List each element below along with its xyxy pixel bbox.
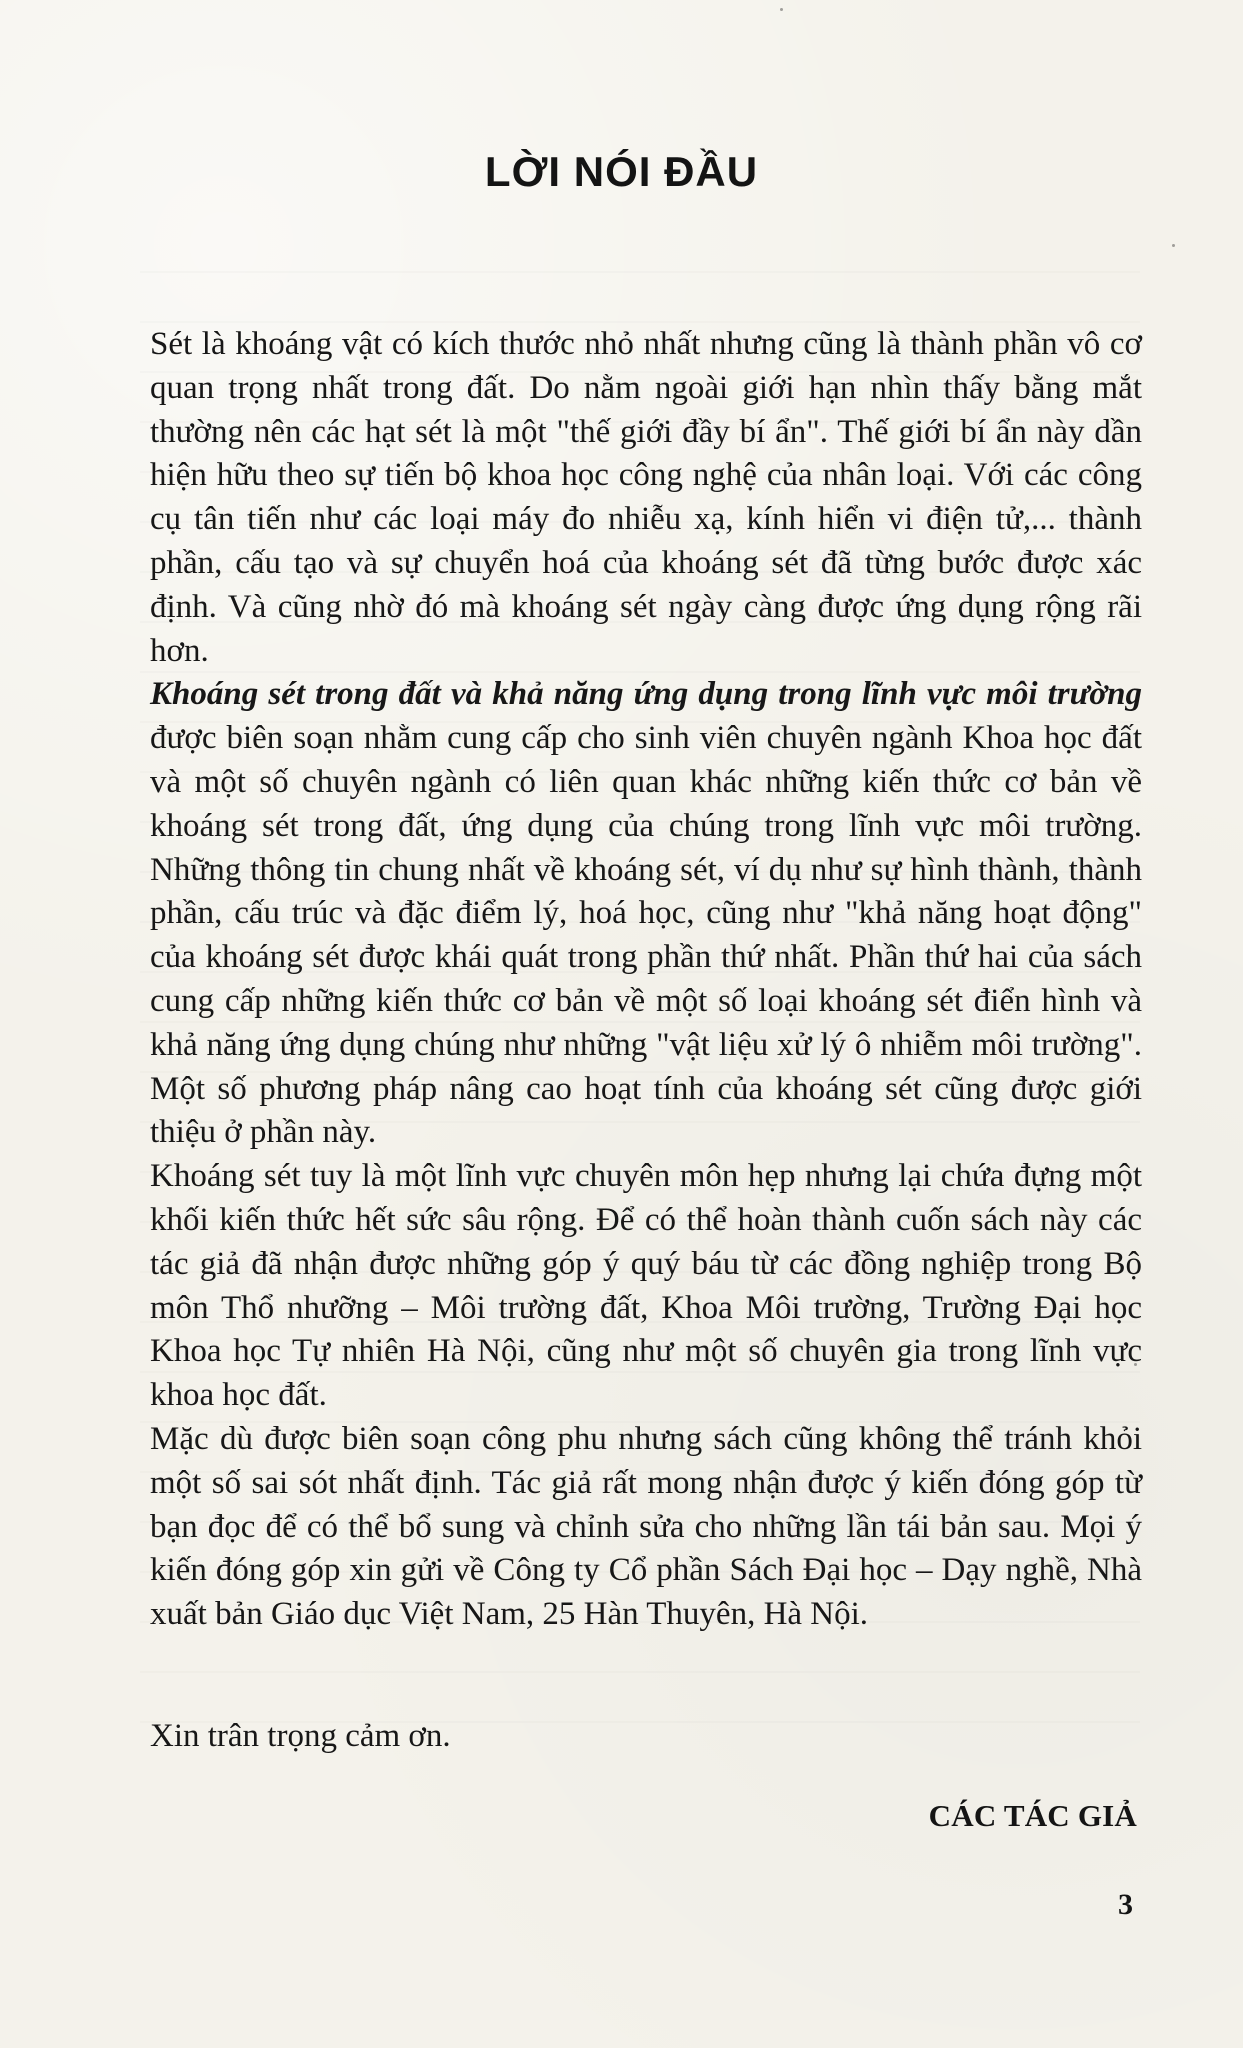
paragraph-4: [150, 1418, 1142, 1637]
paper-speck: [780, 8, 783, 11]
paragraph-4-text: Mặc dù được biên soạn công phu nhưng sách cũng không thể tránh khỏi một số sai sót nhất định. Tác giả rất mong nhận được ý kiến đóng góp từ bạn đọc để có thể bổ sung và chỉnh sửa cho những lần tái bản sau. Mọi ý kiến đóng góp xin gửi về Công ty Cổ phần Sách Đại học – Dạy nghề, Nhà xuất bản Giáo dục Việt Nam, 25 Hàn Thuyên, Hà Nội.: [150, 1420, 1142, 1633]
paper-speck: [1172, 244, 1175, 247]
page-number: 3: [1118, 1888, 1133, 1921]
authors-signature: CÁC TÁC GIẢ: [928, 1798, 1137, 1833]
paragraph-2-text: được biên soạn nhằm cung cấp cho sinh viên chuyên ngành Khoa học đất và một số chuyên ngành có liên quan khác những kiến thức cơ bản về khoáng sét trong đất, ứng dụng của chúng trong lĩnh vực môi trường. Những thông tin chung nhất về khoáng sét, ví dụ như sự hình thành, thành phần, cấu trúc và đặc điểm lý, hoá học, cũng như "khả năng hoạt động" của khoáng sét được khái quát trong phần thứ nhất. Phần thứ hai của sách cung cấp những kiến thức cơ bản về một số loại khoáng sét điển hình và khả năng ứng dụng chúng như những "vật liệu xử lý ô nhiễm môi trường". Một số phương pháp nâng cao hoạt tính của khoáng sét cũng được giới thiệu ở phần này.: [150, 720, 1142, 1151]
paragraph-1: [150, 323, 1142, 673]
paragraph-1-text: Sét là khoáng vật có kích thước nhỏ nhất nhưng cũng là thành phần vô cơ quan trọng nhất trong đất. Do nằm ngoài giới hạn nhìn thấy bằng mắt thường nên các hạt sét là một "thế giới đầy bí ẩn". Thế giới bí ẩn này dần hiện hữu theo sự tiến bộ khoa học công nghệ của nhân loại. Với các công cụ tân tiến như các loại máy đo nhiễu xạ, kính hiển vi điện tử,... thành phần, cấu tạo và sự chuyển hoá của khoáng sét đã từng bước được xác định. Và cũng nhờ đó mà khoáng sét ngày càng được ứng dụng rộng rãi hơn.: [150, 326, 1142, 669]
book-title-emphasis: Khoáng sét trong đất và khả năng ứng dụng trong lĩnh vực môi trường: [150, 676, 1142, 713]
thanks-line: Xin trân trọng cảm ơn.: [150, 1718, 451, 1754]
paragraph-2: [150, 673, 1142, 1155]
paragraph-3-text: Khoáng sét tuy là một lĩnh vực chuyên môn hẹp nhưng lại chứa đựng một khối kiến thức hết sức sâu rộng. Để có thể hoàn thành cuốn sách này các tác giả đã nhận được những góp ý quý báu từ các đồng nghiệp trong Bộ môn Thổ nhưỡng – Môi trường đất, Khoa Môi trường, Trường Đại học Khoa học Tự nhiên Hà Nội, cũng như một số chuyên gia trong lĩnh vực khoa học đất.: [150, 1158, 1142, 1414]
paper-speck: [1134, 1363, 1137, 1366]
page-title: LỜI NÓI ĐẦU: [484, 148, 759, 195]
preface-body: [150, 323, 1142, 1637]
paragraph-3: [150, 1155, 1142, 1418]
